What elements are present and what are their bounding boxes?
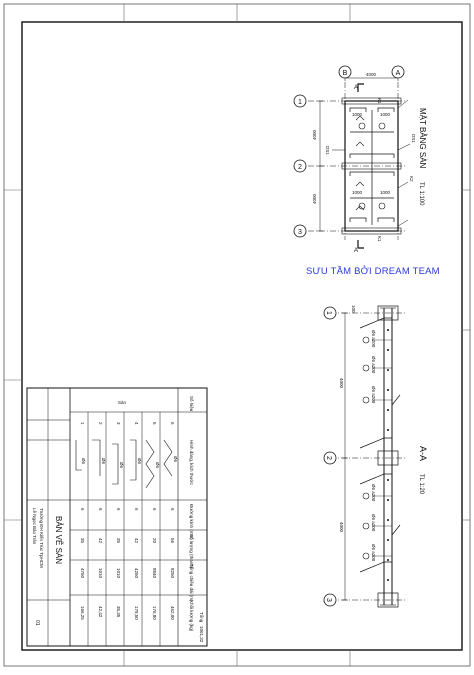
svg-text:Ø6: Ø6: [101, 458, 106, 465]
drawing-name: BẢN VẼ SÀN: [54, 516, 63, 565]
section-axis-1: 1: [325, 311, 332, 315]
label-k1-top: K1: [377, 98, 382, 104]
plan-title-group: [418, 108, 427, 206]
sheet-number: 01: [34, 620, 40, 626]
svg-text:2: 2: [98, 422, 103, 425]
svg-text:35: 35: [80, 538, 85, 544]
table-row: [98, 422, 103, 618]
svg-text:20: 20: [152, 538, 157, 544]
header-group: Sàn: [118, 400, 127, 405]
svg-text:6: 6: [116, 508, 121, 511]
section-view: [330, 306, 405, 607]
svg-text:5: 5: [152, 422, 157, 425]
svg-text:6: 6: [80, 508, 85, 511]
table-row: [134, 422, 139, 620]
total-label: Tổng: [199, 612, 204, 623]
svg-text:42: 42: [98, 538, 103, 544]
axis-label-a: A: [395, 70, 401, 77]
rebar-label-3: Ø6 a200: [371, 386, 376, 404]
svg-text:4250: 4250: [134, 568, 139, 579]
floor-plan: [308, 75, 410, 248]
svg-text:Ø6: Ø6: [119, 462, 124, 469]
svg-text:4750: 4750: [80, 568, 85, 579]
svg-text:1: 1: [80, 422, 85, 425]
svg-text:1010: 1010: [98, 568, 103, 579]
label-ds1-left: DS1: [325, 146, 330, 155]
plan-axis-bubbles: [294, 66, 404, 237]
table-totals: [199, 612, 205, 643]
svg-text:1010: 1010: [116, 568, 121, 579]
section-axis-2: 2: [325, 456, 332, 460]
svg-text:4: 4: [134, 422, 139, 425]
header-weight: Khối lượng (kg): [189, 600, 194, 632]
svg-text:6: 6: [152, 508, 157, 511]
table-row: [116, 422, 121, 618]
cut-label-top: A: [354, 85, 359, 91]
svg-text:178,50: 178,50: [134, 606, 139, 620]
cut-label-bottom: A: [354, 248, 359, 254]
section-dim-thickness: 100: [351, 305, 356, 313]
plan-title: MẶT BẰNG SÀN: [418, 108, 427, 169]
axis-label-2: 2: [298, 164, 302, 171]
svg-text:Ø6: Ø6: [173, 456, 178, 463]
svg-text:8840: 8840: [152, 568, 157, 579]
svg-text:3: 3: [116, 422, 121, 425]
section-dimension-text: [339, 305, 376, 562]
dim-local-2: 1000: [380, 112, 391, 117]
svg-text:Ø6: Ø6: [81, 458, 86, 465]
plan-axis-labels: [298, 70, 401, 236]
svg-text:42: 42: [134, 538, 139, 544]
svg-text:6: 6: [170, 422, 175, 425]
border-ticks: [4, 4, 470, 666]
header-shape: Hình dáng, kích thước: [189, 440, 194, 485]
outer-border: [4, 4, 470, 666]
svg-text:56: 56: [170, 538, 175, 544]
section-axis-labels: [325, 311, 332, 602]
plan-scale: TL 1:100: [418, 182, 424, 206]
dim-side-2: 4000: [312, 193, 317, 204]
table-row: [170, 422, 175, 620]
section-dim-1: 4000: [339, 378, 344, 389]
header-id: Số hiệu: [189, 396, 194, 412]
svg-text:35,35: 35,35: [116, 606, 121, 618]
school-name: Trường ĐH Kiến Trúc TpHCM: [39, 508, 44, 568]
svg-text:Ø6: Ø6: [137, 458, 142, 465]
header-diameter: Đường kính (mm): [189, 504, 194, 540]
rebar-label-1: Ø6 a200: [371, 330, 376, 348]
table-shape-diameters: [81, 456, 178, 469]
axis-label-1: 1: [298, 99, 302, 106]
dim-span-top: 4000: [366, 72, 377, 77]
section-title: A-A: [418, 446, 428, 462]
svg-text:6: 6: [98, 508, 103, 511]
student-name: Lê Ngọc Bảo Trân: [32, 508, 37, 545]
svg-text:176,80: 176,80: [152, 606, 157, 620]
svg-text:462,00: 462,00: [170, 606, 175, 620]
svg-text:Ø6: Ø6: [155, 462, 160, 469]
dim-local-1: 1000: [352, 112, 363, 117]
dim-side-1: 4000: [312, 129, 317, 140]
svg-text:6: 6: [170, 508, 175, 511]
section-axis-3: 3: [325, 598, 332, 602]
title-block: [32, 508, 63, 626]
dim-local-4: 1000: [380, 190, 391, 195]
watermark-text: SƯU TẦM BỞI DREAM TEAM: [306, 266, 440, 277]
label-k2: K2: [409, 176, 414, 182]
rebar-label-5: Ø6 a200: [371, 514, 376, 532]
svg-text:166,25: 166,25: [80, 606, 85, 620]
svg-text:42,42: 42,42: [98, 606, 103, 618]
total-weight: 1061,32: [199, 626, 204, 643]
svg-text:6: 6: [134, 508, 139, 511]
header-count: Số lượng (thanh): [189, 534, 194, 569]
axis-label-b: B: [342, 70, 348, 77]
dim-local-3: 1000: [352, 190, 363, 195]
table-rows: [80, 422, 175, 620]
section-title-group: [418, 446, 428, 495]
table-row: [152, 422, 157, 620]
section-dim-2: 4000: [339, 522, 344, 533]
label-ds1-right: DS1: [411, 134, 416, 143]
svg-text:8250: 8250: [170, 568, 175, 579]
rebar-label-6: Ø6 a200: [371, 544, 376, 562]
table-headers: [118, 396, 195, 632]
table-row: [80, 422, 85, 620]
rebar-label-4: Ø6 a200: [371, 484, 376, 502]
rebar-label-2: Ø6 a200: [371, 356, 376, 374]
header-length: Tổng chiều dài (m): [189, 564, 194, 602]
label-k1-bottom: K1: [377, 236, 382, 242]
section-scale: TL 1:20: [418, 474, 424, 495]
svg-text:35: 35: [116, 538, 121, 544]
axis-label-3: 3: [298, 229, 302, 236]
